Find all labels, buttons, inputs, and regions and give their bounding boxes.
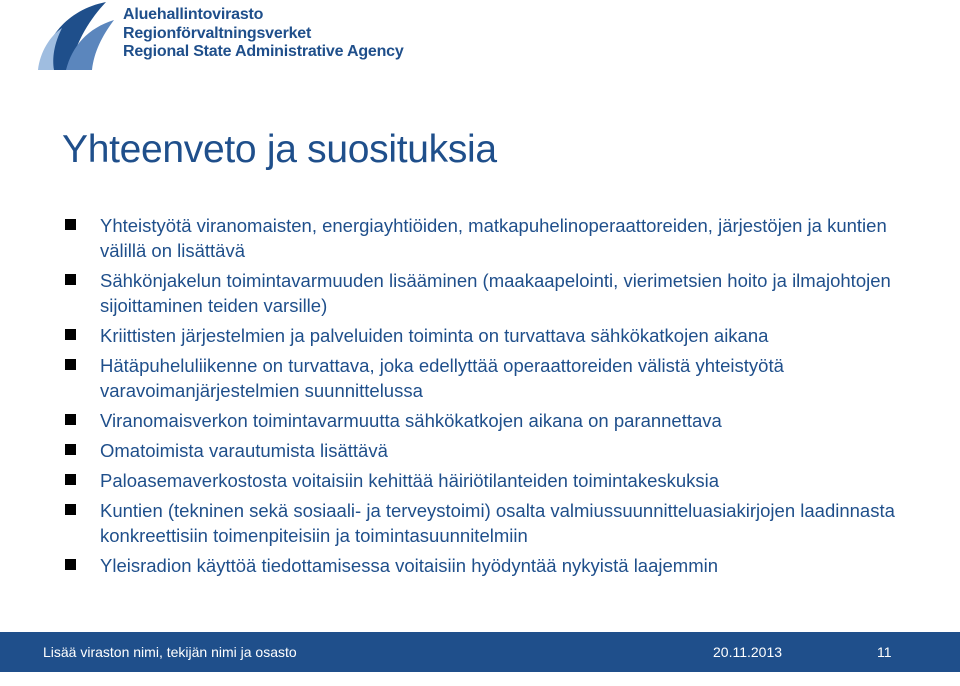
bullet-text: Sähkönjakelun toimintavarmuuden lisääminen (maakaapelointi, vierimetsien hoito ja ilmajohtojen sijoittaminen teiden varsille) xyxy=(100,270,891,316)
agency-name-fi: Aluehallintovirasto xyxy=(123,6,264,23)
bullet-text: Omatoimista varautumista lisättävä xyxy=(100,440,388,461)
agency-name-en: Regional State Administrative Agency xyxy=(123,43,404,60)
bullet-text: Yleisradion käyttöä tiedottamisessa voitaisiin hyödyntää nykyistä laajemmin xyxy=(100,555,718,576)
square-bullet-icon xyxy=(65,359,76,370)
bullet-text: Viranomaisverkon toimintavarmuutta sähkökatkojen aikana on parannettava xyxy=(100,410,722,431)
bullet-item xyxy=(62,553,922,578)
footer-date: 20.11.2013 xyxy=(713,644,783,660)
square-bullet-icon xyxy=(65,559,76,570)
bullet-text: Paloasemaverkostosta voitaisiin kehittää häiriötilanteiden toimintakeskuksia xyxy=(100,470,720,491)
slide-title: Yhteenveto ja suosituksia xyxy=(62,128,497,171)
bullet-text: Kuntien (tekninen sekä sosiaali- ja terveystoimi) osalta valmiussuunnitteluasiakirjojen laadinnasta konkreettisiin toimenpiteisiin ja toimintasuunnitelmiin xyxy=(100,500,895,546)
page-number: 11 xyxy=(877,644,892,660)
agency-emblem-icon xyxy=(36,0,116,74)
square-bullet-icon xyxy=(65,219,76,230)
bullet-item xyxy=(62,268,922,318)
bullet-text: Yhteistyötä viranomaisten, energiayhtiöiden, matkapuhelinoperaattoreiden, järjestöjen ja kuntien välillä on lisättävä xyxy=(100,215,887,261)
bullet-text: Hätäpuheluliikenne on turvattava, joka edellyttää operaattoreiden välistä yhteistyötä varavoimanjärjestelmien suunnittelussa xyxy=(100,355,784,401)
square-bullet-icon xyxy=(65,444,76,455)
agency-name xyxy=(123,6,404,62)
bullet-item xyxy=(62,213,922,263)
square-bullet-icon xyxy=(65,329,76,340)
agency-logo xyxy=(36,0,436,74)
bullet-text: Kriittisten järjestelmien ja palveluiden toiminta on turvattava sähkökatkojen aikana xyxy=(100,325,769,346)
bullet-item xyxy=(62,468,922,493)
square-bullet-icon xyxy=(65,474,76,485)
bullet-list xyxy=(62,213,922,583)
footer-author: Lisää viraston nimi, tekijän nimi ja osasto xyxy=(43,644,297,660)
agency-name-sv: Regionförvaltningsverket xyxy=(123,24,312,42)
bullet-item xyxy=(62,408,922,433)
footer-bar xyxy=(0,632,960,672)
square-bullet-icon xyxy=(65,414,76,425)
bullet-item xyxy=(62,498,922,548)
bullet-item xyxy=(62,438,922,463)
square-bullet-icon xyxy=(65,274,76,285)
square-bullet-icon xyxy=(65,504,76,515)
bullet-item xyxy=(62,353,922,403)
bullet-item xyxy=(62,323,922,348)
